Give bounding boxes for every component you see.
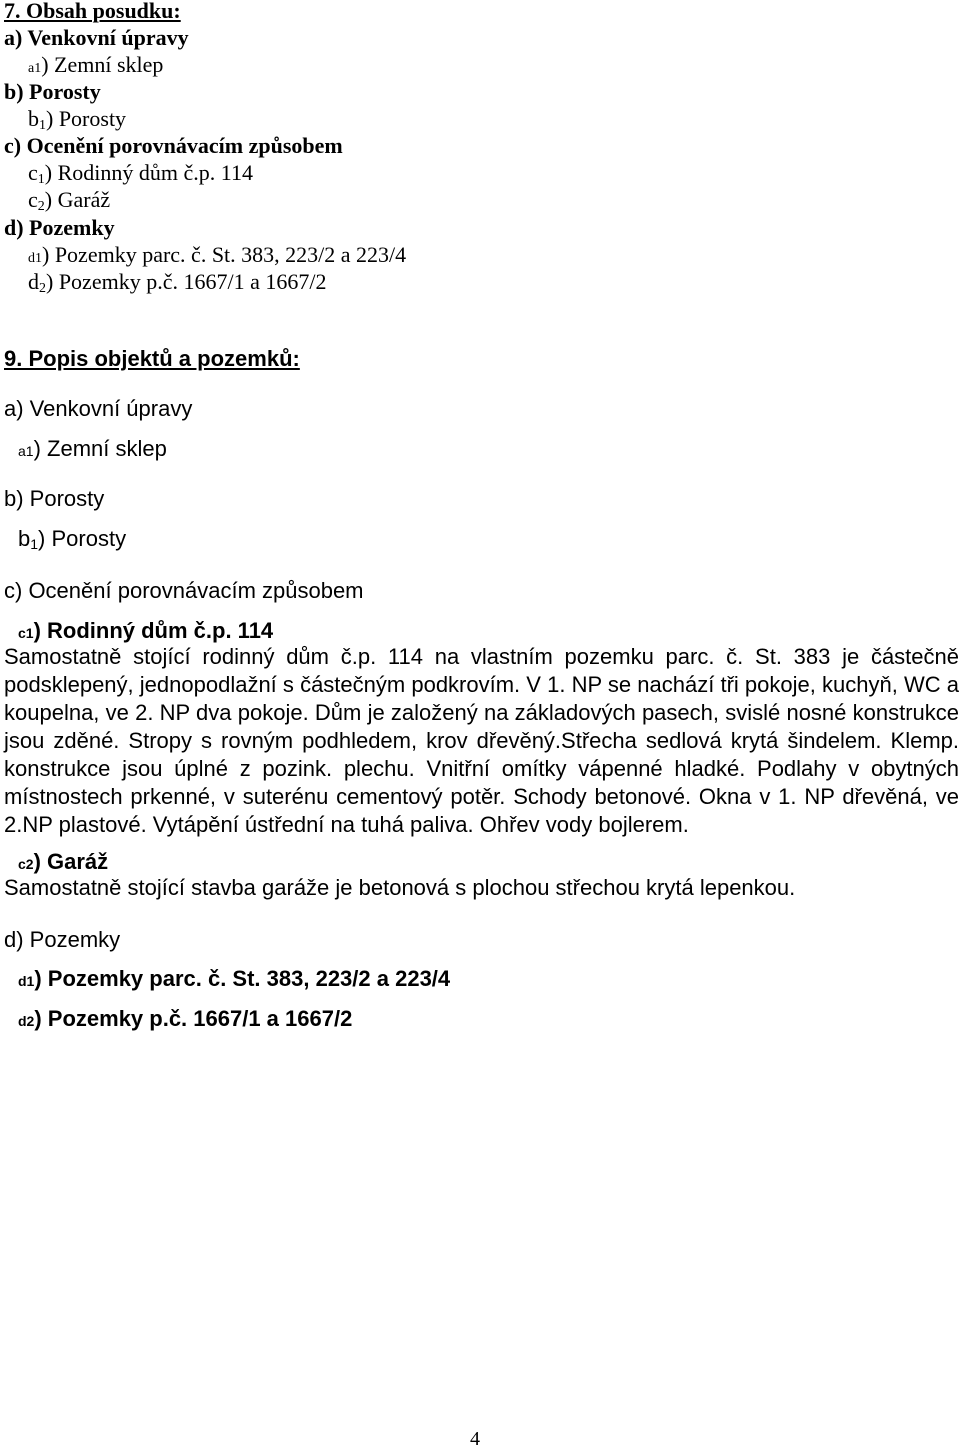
- s9-item-b: b) Porosty: [4, 486, 105, 511]
- s9-item-c: c) Ocenění porovnávacím způsobem: [4, 578, 364, 603]
- s7-item-c1: [28, 160, 253, 186]
- s7-item-a: a) Venkovní úpravy: [4, 25, 189, 50]
- s7-item-d: d) Pozemky: [4, 215, 115, 240]
- section-7-heading: 7. Obsah posudku:: [4, 0, 181, 23]
- s9-c2-text: ) Garáž: [33, 849, 109, 874]
- s9-c1-paragraph-line: místnostech prkenné, v suterénu cementový potěr. Schody betonové. Okna v 1. NP dřevěná, ve: [4, 784, 959, 809]
- s7-d2-text: ) Pozemky p.č. 1667/1 a 1667/2: [46, 269, 327, 294]
- s7-item-c: c) Ocenění porovnávacím způsobem: [4, 133, 343, 158]
- s9-item-b1: [18, 526, 126, 552]
- page-number: 4: [470, 1428, 480, 1450]
- s9-d1-subscript: d1: [18, 973, 35, 989]
- s9-d1-text: ) Pozemky parc. č. St. 383, 223/2 a 223/4: [34, 966, 451, 991]
- s7-item-a1: [28, 52, 163, 82]
- s9-b1-text: ) Porosty: [38, 526, 127, 551]
- s7-a1-subscript: a1: [28, 61, 42, 76]
- s7-d2-prefix: d: [28, 269, 39, 294]
- s9-c1-subscript: c1: [18, 625, 34, 641]
- s9-item-c2: [18, 849, 108, 877]
- s7-item-d1: [28, 242, 406, 272]
- s7-d2-subscript: 2: [39, 281, 46, 296]
- s9-item-d: d) Pozemky: [4, 927, 121, 952]
- s7-b1-prefix: b: [28, 106, 39, 131]
- s9-c1-paragraph-line: konstrukce jsou úplné z pozink. plechu. Vnitřní omítky vápenné hladké. Podlahy v obytných: [4, 756, 959, 781]
- s7-d1-text: ) Pozemky parc. č. St. 383, 223/2 a 223/4: [42, 242, 407, 267]
- s9-b1-subscript: 1: [30, 536, 39, 552]
- s9-item-d1: [18, 966, 450, 994]
- s7-c1-prefix: c: [28, 160, 38, 185]
- s9-a1-text: ) Zemní sklep: [33, 436, 167, 461]
- s7-item-b1: [28, 106, 126, 132]
- s9-c2-paragraph: Samostatně stojící stavba garáže je betonová s plochou střechou krytá lepenkou.: [4, 875, 796, 900]
- s9-c2-subscript: c2: [18, 856, 34, 872]
- s7-d1-subscript: d1: [28, 251, 42, 266]
- s7-c2-text: ) Garáž: [44, 187, 111, 212]
- s9-c1-paragraph-line: Samostatně stojící rodinný dům č.p. 114 na vlastním pozemku parc. č. St. 383 je částečně: [4, 644, 959, 669]
- s7-c1-subscript: 1: [37, 172, 45, 187]
- s9-item-c1: [18, 618, 273, 646]
- s7-c2-subscript: 2: [37, 199, 45, 214]
- s9-d2-text: ) Pozemky p.č. 1667/1 a 1667/2: [34, 1006, 353, 1031]
- s9-c1-text: ) Rodinný dům č.p. 114: [33, 618, 274, 643]
- s9-item-a1: [18, 436, 167, 464]
- s7-c2-prefix: c: [28, 187, 38, 212]
- s7-b1-text: ) Porosty: [46, 106, 127, 131]
- s9-c1-paragraph-line: koupelna, ve 2. NP dva pokoje. Dům je založený na základových pasech, svislé nosné konstrukce: [4, 700, 959, 725]
- section-9-heading: 9. Popis objektů a pozemků:: [4, 346, 300, 371]
- s9-c1-paragraph-line: 2.NP plastové. Vytápění ústřední na tuhá paliva. Ohřev vody bojlerem.: [4, 812, 689, 837]
- s7-c1-text: ) Rodinný dům č.p. 114: [44, 160, 253, 185]
- s9-item-a: a) Venkovní úpravy: [4, 396, 193, 421]
- s9-a1-subscript: a1: [18, 443, 34, 459]
- s9-c1-paragraph-line: jsou zděné. Stropy s rovným podhledem, krov dřevěný.Střecha sedlová krytá šindelem. Klemp.: [4, 728, 959, 753]
- s7-item-d2: [28, 269, 326, 295]
- s7-a1-text: ) Zemní sklep: [41, 52, 164, 77]
- s7-item-b: b) Porosty: [4, 79, 101, 104]
- s9-item-d2: [18, 1006, 352, 1034]
- s9-d2-subscript: d2: [18, 1013, 35, 1029]
- s9-c1-paragraph-line: podsklepený, jednopodlažní s částečným podkrovím. V 1. NP se nachází tři pokoje, kuchyň, WC a: [4, 672, 959, 697]
- s9-b1-prefix: b: [18, 526, 31, 551]
- s7-b1-subscript: 1: [39, 118, 46, 133]
- s7-item-c2: [28, 187, 110, 213]
